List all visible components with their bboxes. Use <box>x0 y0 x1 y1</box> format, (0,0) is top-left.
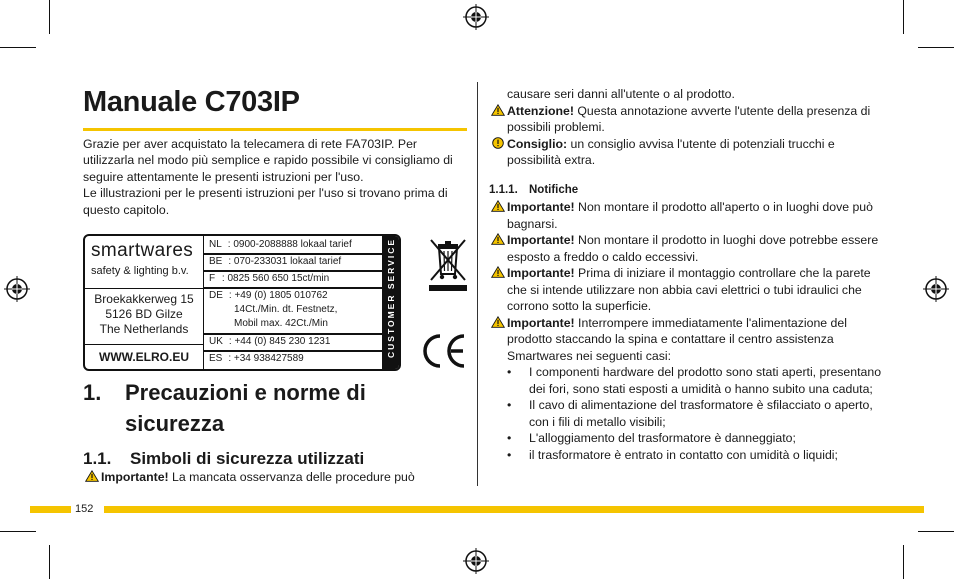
list-item <box>489 397 884 430</box>
bullet-icon: • <box>507 365 512 379</box>
crop-mark <box>903 545 904 579</box>
phone-row <box>209 336 330 349</box>
phone-row <box>209 239 352 252</box>
warning-triangle-icon <box>491 316 505 328</box>
divider <box>204 333 384 335</box>
brand-tagline: safety & lighting b.v. <box>91 265 189 277</box>
divider <box>204 287 384 289</box>
phone-list <box>203 236 384 369</box>
subsubsection-number: 1.1.1. <box>489 183 518 196</box>
note-label: Importante! <box>507 315 575 330</box>
country-code: BE <box>209 256 223 267</box>
attention-note <box>489 103 884 136</box>
ce-mark-icon <box>419 332 467 370</box>
intro-paragraph: Grazie per aver acquistato la telecamera di rete FA703IP. Per utilizzarla nel modo più semplice e rapido possibile vi consigliamo di seguire attentamente le presenti istruzioni per l'uso. <box>83 137 453 184</box>
crop-mark <box>918 47 954 48</box>
divider <box>204 253 384 255</box>
subsection-title: Simboli di sicurezza utilizzati <box>130 449 365 468</box>
phone-text: Mobil max. 42Ct./Min <box>234 318 328 329</box>
list-item-text: Il cavo di alimentazione del trasformatore è sfilacciato o aperto, con i fili di metallo visibili; <box>529 398 873 429</box>
country-code: DE <box>209 290 223 301</box>
phone-text: : +34 938427589 <box>228 353 304 364</box>
phone-row <box>209 273 329 286</box>
subsection-number: 1.1. <box>83 449 112 468</box>
note-text: Non montare il prodotto all'aperto o in luoghi dove può bagnarsi. <box>507 200 873 231</box>
weee-bin-icon <box>427 236 469 292</box>
customer-service-label <box>382 236 399 369</box>
divider <box>204 270 384 272</box>
phone-text: : +44 (0) 845 230 1231 <box>228 336 331 347</box>
crop-mark <box>918 531 954 532</box>
page-number: 152 <box>75 503 94 515</box>
registration-mark-icon <box>4 276 30 302</box>
phone-row <box>209 256 341 269</box>
right-column <box>489 86 884 463</box>
warning-triangle-icon <box>491 200 505 212</box>
warning-triangle-icon <box>85 470 99 482</box>
warning-triangle-icon <box>491 104 505 116</box>
important-note <box>489 265 884 315</box>
country-code: NL <box>209 239 222 250</box>
side-label-text: CUSTOMER SERVICE <box>386 237 396 358</box>
phone-row <box>234 318 328 331</box>
registration-mark-icon <box>463 548 489 574</box>
subsubsection-heading <box>489 182 884 199</box>
warning-triangle-icon <box>491 233 505 245</box>
note-text: Interrompere immediatamente l'alimentazione del prodotto staccando la spina e contattare il centro assistenza Smartwares nei seguenti casi: <box>507 315 847 363</box>
important-note <box>489 199 884 232</box>
country-code: F <box>209 273 216 284</box>
important-note <box>489 232 884 265</box>
note-text: La mancata osservanza delle procedure può <box>168 470 415 484</box>
crop-mark <box>49 545 50 579</box>
address-line: Broekakkerweg 15 <box>94 292 194 306</box>
info-circle-icon <box>491 137 505 149</box>
intro-text <box>83 136 469 218</box>
phone-text: : 0900-2088888 lokaal tarief <box>227 239 352 250</box>
crop-mark <box>903 0 904 34</box>
brand-logo: smartwares <box>91 240 194 261</box>
list-item <box>489 364 884 397</box>
warning-triangle-icon <box>491 266 505 278</box>
address-line: The Netherlands <box>99 322 189 336</box>
crop-mark <box>0 531 36 532</box>
footer-bar <box>30 506 71 513</box>
important-note <box>489 315 884 365</box>
note-label: Attenzione! <box>507 103 574 118</box>
country-code: UK <box>209 336 223 347</box>
phone-text: : 070-233031 lokaal tarief <box>228 256 342 267</box>
important-note <box>85 469 470 485</box>
list-item <box>489 447 884 464</box>
note-label: Importante! <box>507 266 575 280</box>
bullet-icon: • <box>507 398 512 412</box>
registration-mark-icon <box>463 4 489 30</box>
phone-row <box>234 304 337 317</box>
page-title: Manuale C703IP <box>83 86 300 118</box>
divider <box>204 350 384 352</box>
crop-mark <box>49 0 50 34</box>
company-address <box>85 288 203 337</box>
bullet-icon: • <box>507 447 512 462</box>
list-item-text: il trasformatore è entrato in contatto con umidità o liquidi; <box>529 447 838 462</box>
continued-text: causare seri danni all'utente o al prodotto. <box>507 87 735 101</box>
list-item <box>489 430 884 447</box>
bullet-icon: • <box>507 431 512 445</box>
note-text: un consiglio avvisa l'utente di potenziali trucchi e possibilità extra. <box>507 136 835 167</box>
address-line: 5126 BD Gilze <box>105 307 183 321</box>
intro-paragraph: Le illustrazioni per le presenti istruzioni per l'uso si trovano prima di questo capitolo. <box>83 186 448 217</box>
phone-text: : +49 (0) 1805 010762 <box>228 290 328 301</box>
note-text: Questa annotazione avverte l'utente della presenza di possibili problemi. <box>507 103 871 134</box>
note-label: Importante! <box>101 470 169 484</box>
website-link: WWW.ELRO.EU <box>85 344 203 370</box>
tip-note <box>489 136 884 169</box>
note-text: Non montare il prodotto in luoghi dove potrebbe essere esposto a freddo o caldo eccessivi. <box>507 233 879 264</box>
phone-text: : 0825 560 650 15ct/min <box>219 273 330 284</box>
subsubsection-title: Notifiche <box>529 183 579 196</box>
registration-mark-icon <box>923 276 949 302</box>
section-number: 1. <box>83 380 102 405</box>
subsection-heading <box>83 449 364 469</box>
phone-text: 14Ct./Min. dt. Festnetz, <box>234 304 338 315</box>
phone-row <box>209 290 328 303</box>
list-item-text: L'alloggiamento del trasformatore è danneggiato; <box>529 431 796 445</box>
country-code: ES <box>209 353 223 364</box>
customer-service-card <box>83 234 401 371</box>
note-label: Importante! <box>507 200 575 214</box>
crop-mark <box>0 47 36 48</box>
note-text: Prima di iniziare il montaggio controllare che la parete che si intende utilizzare non abbia cavi elettrici o tubi idraulici che corrono sotto la superficie. <box>507 266 871 313</box>
company-block <box>85 236 203 369</box>
list-item-text: I componenti hardware del prodotto sono stati aperti, presentano dei fori, sono stati esposti a umidità o hanno subito una caduta; <box>529 365 882 396</box>
column-divider <box>477 82 478 486</box>
note-label: Importante! <box>507 233 575 247</box>
section-title: Precauzioni e norme di sicurezza <box>125 380 366 436</box>
phone-row <box>209 353 304 366</box>
title-underline <box>83 128 467 131</box>
note-label: Consiglio: <box>507 136 568 151</box>
footer-bar <box>104 506 924 513</box>
